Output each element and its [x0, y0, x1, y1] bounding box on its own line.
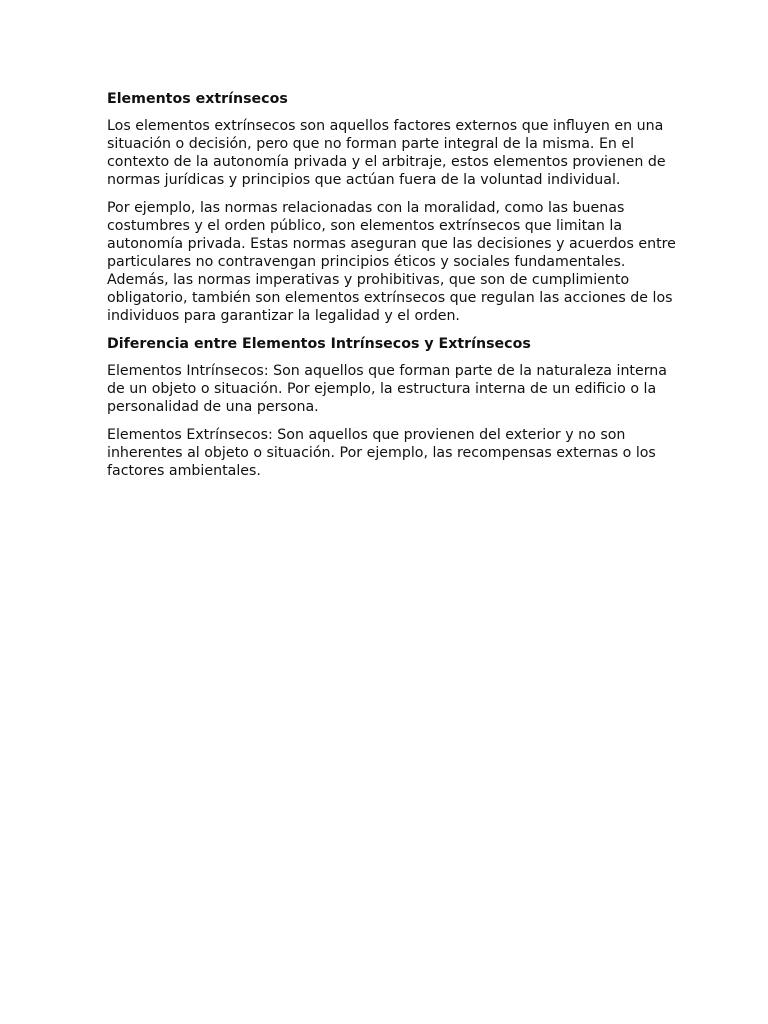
paragraph-line: personalidad de una persona. — [107, 399, 319, 415]
document-page — [107, 90, 676, 490]
section-heading-elementos-extrinsecos: Elementos extrínsecos — [107, 91, 288, 107]
section-heading-diferencia: Diferencia entre Elementos Intrínsecos y Extrínsecos — [107, 336, 531, 352]
paragraph-line: obligatorio, también son elementos extrínsecos que regulan las acciones de los — [107, 290, 673, 306]
paragraph-line: Los elementos extrínsecos son aquellos factores externos que influyen en una — [107, 118, 664, 134]
paragraph-line: situación o decisión, pero que no forman parte integral de la misma. En el — [107, 136, 635, 152]
paragraph-line: particulares no contravengan principios éticos y sociales fundamentales. — [107, 254, 626, 270]
paragraph-line: Elementos Intrínsecos: Son aquellos que forman parte de la naturaleza interna — [107, 363, 667, 379]
paragraph-line: Elementos Extrínsecos: Son aquellos que provienen del exterior y no son — [107, 427, 626, 443]
paragraph-intrinsecos — [107, 362, 667, 416]
paragraph-extrinsecos — [107, 426, 667, 480]
paragraph-line: costumbres y el orden público, son elementos extrínsecos que limitan la — [107, 218, 623, 234]
paragraph-line: de un objeto o situación. Por ejemplo, la estructura interna de un edificio o la — [107, 381, 657, 397]
paragraph-line: contexto de la autonomía privada y el arbitraje, estos elementos provienen de — [107, 154, 666, 170]
paragraph-line: individuos para garantizar la legalidad y el orden. — [107, 308, 460, 324]
paragraph-line: Por ejemplo, las normas relacionadas con la moralidad, como las buenas — [107, 200, 625, 216]
paragraph-line: Además, las normas imperativas y prohibitivas, que son de cumplimiento — [107, 272, 630, 288]
paragraph-line: inherentes al objeto o situación. Por ejemplo, las recompensas externas o los — [107, 445, 656, 461]
paragraph-line: normas jurídicas y principios que actúan fuera de la voluntad individual. — [107, 172, 621, 188]
paragraph-example — [107, 199, 676, 325]
paragraph-definition — [107, 117, 667, 189]
paragraph-line: autonomía privada. Estas normas aseguran que las decisiones y acuerdos entre — [107, 236, 676, 252]
paragraph-line: factores ambientales. — [107, 463, 261, 479]
